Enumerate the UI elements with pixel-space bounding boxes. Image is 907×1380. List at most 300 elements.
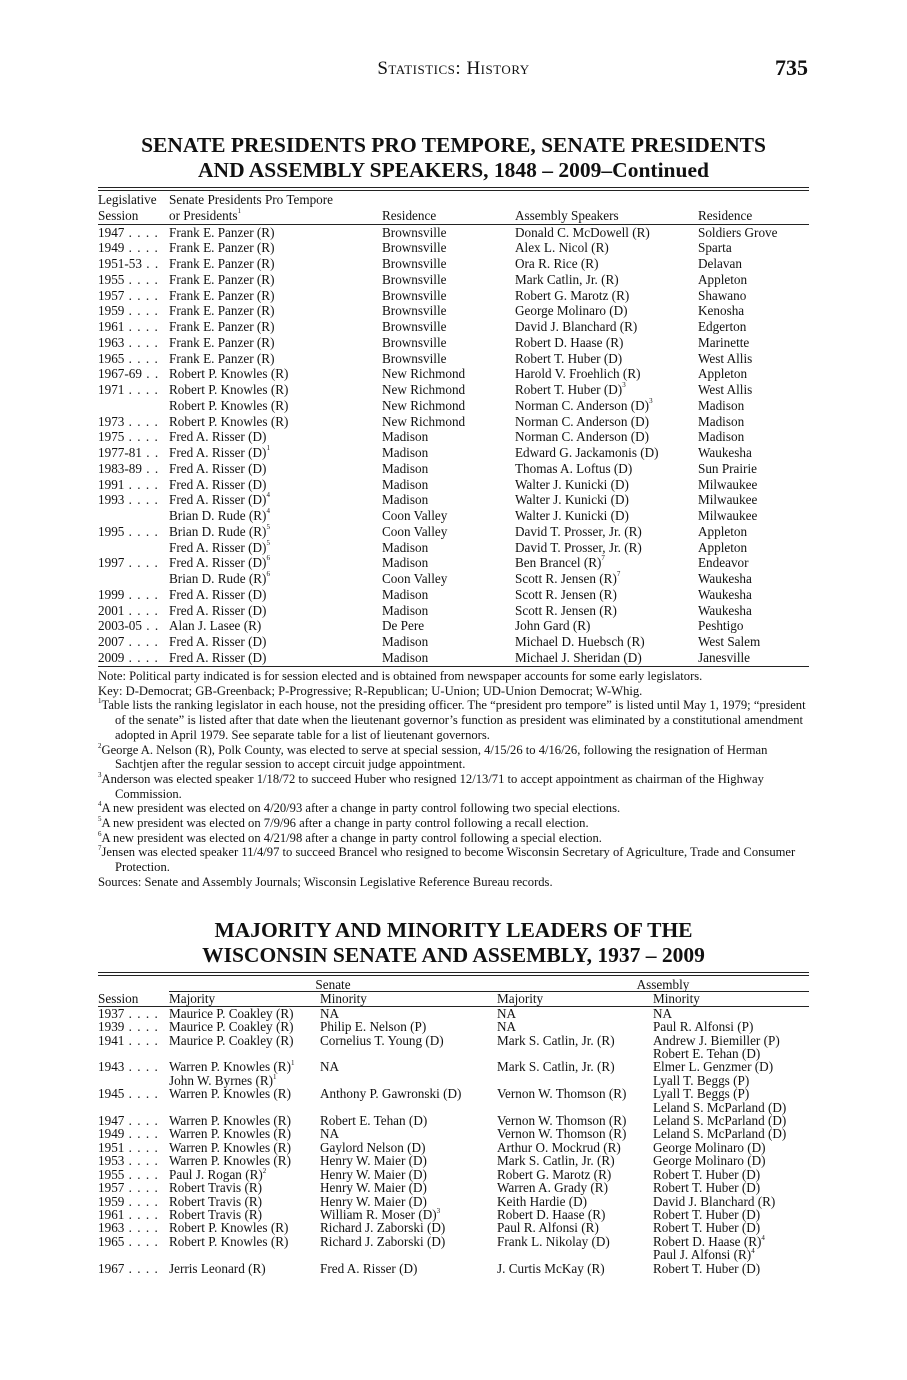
residence-cell: De Pere: [382, 618, 425, 634]
speaker-cell: Walter J. Kunicki (D): [515, 492, 629, 508]
session-cell: 1941 . . . .: [98, 1032, 159, 1048]
senate-minority-cell: [320, 1101, 497, 1114]
header-senate-group: Senate: [169, 978, 497, 992]
residence-cell: Brownsville: [382, 271, 447, 287]
table-row: [98, 1087, 809, 1100]
senate-minority-cell: Richard J. Zaborski (D): [320, 1233, 446, 1249]
senate-minority-cell: NA: [320, 1126, 340, 1142]
speaker-residence-cell: Appleton: [698, 539, 748, 555]
president-cell: Fred A. Risser (D): [169, 602, 267, 618]
president-cell: Robert P. Knowles (R): [169, 382, 289, 397]
speaker-residence-cell: Shawano: [698, 287, 747, 303]
president-cell: Fred A. Risser (D): [169, 429, 267, 445]
assembly-majority-cell: [497, 1248, 653, 1261]
residence-cell: Madison: [382, 649, 429, 665]
speaker-cell: Robert D. Haase (R): [515, 334, 624, 350]
senate-majority-cell: Maurice P. Coakley (R): [169, 1019, 294, 1035]
table-row: [98, 351, 809, 367]
session-cell: 1943 . . . .: [98, 1059, 159, 1075]
speaker-cell: David T. Prosser, Jr. (R): [515, 539, 642, 555]
speaker-cell: Edward G. Jackamonis (D): [515, 445, 659, 460]
assembly-minority-cell: George Molinaro (D): [653, 1153, 766, 1169]
table2-header-row-1: [98, 978, 809, 992]
header-assembly-group: Assembly: [497, 978, 809, 992]
assembly-majority-cell: [497, 1074, 653, 1087]
speaker-residence-cell: Madison: [698, 397, 745, 413]
session-cell: [98, 1101, 169, 1114]
session-cell: 1955 . . . .: [98, 1166, 159, 1182]
residence-cell: Madison: [382, 586, 429, 602]
senate-majority-cell: Warren P. Knowles $(R)^1$: [169, 1059, 295, 1075]
speaker-residence-cell: Milwaukee: [698, 476, 758, 492]
table-row: [98, 461, 809, 477]
president-cell: Fred A. Risser (D): [169, 460, 267, 476]
residence-cell: Coon Valley: [382, 523, 448, 539]
header-assembly-minority: Minority: [653, 991, 700, 1007]
table-row: [98, 1141, 809, 1154]
assembly-minority-cell: David J. Blanchard (R): [653, 1193, 776, 1209]
session-cell: 1999 . . . .: [98, 586, 159, 602]
senate-majority-cell: Jerris Leonard (R): [169, 1260, 266, 1276]
session-cell: 1977-81 . .: [98, 445, 160, 460]
senate-majority-cell: Warren P. Knowles (R): [169, 1126, 291, 1142]
session-cell: 2007 . . . .: [98, 634, 159, 649]
session-cell: 1961 . . . .: [98, 319, 159, 334]
speaker-residence-cell: Appleton: [698, 366, 748, 382]
table-row: [98, 634, 809, 650]
table-row: [98, 303, 809, 319]
residence-cell: Coon Valley: [382, 508, 448, 523]
table2-title-line2: WISCONSIN SENATE AND ASSEMBLY, 1937 – 2009: [202, 943, 705, 967]
assembly-minority-cell: Robert T. Huber (D): [653, 1166, 761, 1182]
table-row: [98, 571, 809, 587]
table-row: [98, 603, 809, 619]
senate-minority-cell: [320, 1047, 497, 1060]
speaker-cell: Robert G. Marotz (R): [515, 287, 630, 303]
session-cell: 1953 . . . .: [98, 1153, 159, 1169]
session-cell: 1991 . . . .: [98, 476, 159, 492]
table-row: [98, 1181, 809, 1194]
session-cell: 1961 . . . .: [98, 1206, 159, 1222]
residence-cell: Brownsville: [382, 224, 447, 240]
table2-body: [98, 1006, 809, 1275]
residence-cell: Brownsville: [382, 256, 447, 271]
table1-title-line1: SENATE PRESIDENTS PRO TEMPORE, SENATE PRESIDENTS: [141, 133, 766, 157]
senate-majority-cell: Robert Travis (R): [169, 1180, 263, 1196]
senate-majority-cell: Robert P. Knowles (R): [169, 1220, 289, 1236]
table-row: [98, 382, 809, 398]
assembly-minority-cell: Lyall T. Beggs (P): [653, 1086, 750, 1102]
residence-cell: Madison: [382, 429, 429, 445]
speaker-cell: Ora R. Rice (R): [515, 256, 599, 271]
table-row: [98, 618, 809, 634]
speaker-cell: Thomas A. Loftus (D): [515, 460, 633, 476]
assembly-minority-cell: NA: [653, 1005, 673, 1021]
speaker-residence-cell: Appleton: [698, 523, 748, 539]
session-cell: 2001 . . . .: [98, 602, 159, 618]
assembly-minority-cell: Robert D. Haase $(R)^4$: [653, 1233, 765, 1249]
session-cell: 1959 . . . .: [98, 303, 159, 319]
residence-cell: Brownsville: [382, 334, 447, 350]
table-row: [98, 492, 809, 508]
session-cell: [98, 508, 169, 524]
footnote-2: $^2$George A. Nelson (R), Polk County, was elected to serve at special session, 4/15/26 to 4/16/26, following the resignation of Herman Sachtjen after the regular session to accept circuit judge appointment.: [98, 741, 768, 772]
table1-bottom-rule: [98, 666, 809, 667]
assembly-majority-cell: Mark S. Catlin, Jr. (R): [497, 1032, 615, 1048]
table-row: [98, 1127, 809, 1140]
speaker-cell: David T. Prosser, Jr. (R): [515, 523, 642, 539]
senate-minority-cell: Henry W. Maier (D): [320, 1193, 427, 1209]
table-row: [98, 650, 809, 666]
assembly-majority-cell: J. Curtis McKay (R): [497, 1260, 605, 1276]
speaker-residence-cell: Waukesha: [698, 602, 752, 618]
speaker-residence-cell: West Allis: [698, 350, 753, 366]
president-cell: Frank E. Panzer (R): [169, 287, 275, 303]
session-cell: 1963 . . . .: [98, 1220, 159, 1236]
speaker-cell: Walter J. Kunicki (D): [515, 508, 629, 523]
table-row: [98, 366, 809, 382]
table-row: [98, 1262, 809, 1275]
senate-minority-cell: [320, 1074, 497, 1087]
session-cell: 1995 . . . .: [98, 523, 159, 539]
session-cell: 1967 . . . .: [98, 1260, 159, 1276]
session-cell: 1971 . . . .: [98, 382, 159, 397]
assembly-majority-cell: Vernon W. Thomson (R): [497, 1113, 627, 1129]
session-cell: 1937 . . . .: [98, 1005, 159, 1021]
assembly-majority-cell: Mark S. Catlin, Jr. (R): [497, 1059, 615, 1075]
speaker-residence-cell: Waukesha: [698, 445, 752, 460]
session-cell: 1975 . . . .: [98, 429, 159, 445]
header-residence: Residence: [382, 207, 437, 223]
header-residence-2: Residence: [698, 207, 753, 223]
speaker-residence-cell: Waukesha: [698, 571, 752, 586]
senate-majority-cell: Warren P. Knowles (R): [169, 1086, 291, 1102]
residence-cell: Madison: [382, 555, 429, 571]
speaker-residence-cell: West Allis: [698, 382, 753, 397]
assembly-minority-cell: Elmer L. Genzmer (D): [653, 1059, 774, 1075]
speaker-residence-cell: Peshtigo: [698, 618, 744, 634]
speaker-residence-cell: Appleton: [698, 271, 748, 287]
assembly-minority-cell: Robert E. Tehan (D): [653, 1046, 761, 1062]
footnote-4: $^4$A new president was elected on 4/20/93 after a change in party control following two special elections.: [98, 800, 621, 816]
residence-cell: Brownsville: [382, 350, 447, 366]
senate-majority-cell: Robert Travis (R): [169, 1206, 263, 1222]
table-row: [98, 587, 809, 603]
session-cell: 1949 . . . .: [98, 240, 159, 256]
session-cell: 1993 . . . .: [98, 492, 159, 508]
table1-title-line2: AND ASSEMBLY SPEAKERS, 1848 – 2009–Continued: [198, 158, 709, 182]
president-cell: Alan J. Lasee (R): [169, 618, 262, 634]
table2-header-row-2: [98, 992, 809, 1006]
speaker-cell: Ben Brancel $(R)^7$: [515, 554, 605, 571]
speaker-cell: David J. Blanchard (R): [515, 319, 638, 334]
president-cell: Fred A. Risser (D): [169, 586, 267, 602]
assembly-minority-cell: Robert T. Huber (D): [653, 1260, 761, 1276]
residence-cell: Madison: [382, 460, 429, 476]
residence-cell: New Richmond: [382, 413, 466, 429]
table-row: [98, 1006, 809, 1020]
table-row: [98, 272, 809, 288]
page-number: 735: [775, 55, 808, 80]
assembly-majority-cell: Robert G. Marotz (R): [497, 1166, 612, 1182]
senate-minority-cell: Henry W. Maier (D): [320, 1166, 427, 1182]
table-row: [98, 1074, 809, 1087]
header-session-1: Legislative: [98, 192, 157, 207]
senate-minority-cell: Anthony P. Gawronski (D): [320, 1086, 462, 1102]
leaders-table: [98, 978, 809, 1275]
speaker-cell: Michael J. Sheridan (D): [515, 649, 642, 665]
table1-notes: [98, 669, 809, 890]
note-line: Note: Political party indicated is for session elected and is obtained from newspaper accounts for some early legislators.: [98, 669, 703, 683]
senate-majority-cell: [169, 1101, 320, 1114]
table-row: [98, 1034, 809, 1047]
president-cell: Frank E. Panzer (R): [169, 334, 275, 350]
page-header: [0, 55, 907, 83]
senate-majority-cell: John W. Byrnes $(R)^1$: [169, 1072, 277, 1088]
speaker-residence-cell: West Salem: [698, 634, 761, 649]
senate-minority-cell: Gaylord Nelson (D): [320, 1139, 426, 1155]
assembly-majority-cell: Arthur O. Mockrud (R): [497, 1139, 621, 1155]
senate-minority-cell: Richard J. Zaborski (D): [320, 1220, 446, 1236]
president-cell: Fred A. Risser (D): [169, 634, 267, 649]
table-row: [98, 445, 809, 461]
residence-cell: Coon Valley: [382, 571, 448, 586]
residence-cell: Brownsville: [382, 303, 447, 319]
session-cell: [98, 1047, 169, 1060]
header-session-2: Session: [98, 207, 139, 223]
president-cell: Brian D. Rude $(R)^4$: [169, 507, 270, 523]
header-speakers: Assembly Speakers: [515, 207, 619, 223]
table-row: [98, 398, 809, 414]
speaker-cell: Donald C. McDowell (R): [515, 224, 650, 240]
table-row: [98, 1047, 809, 1060]
speaker-residence-cell: Soldiers Grove: [698, 224, 778, 240]
table-row: [98, 319, 809, 335]
table-row: [98, 1195, 809, 1208]
session-cell: [98, 398, 169, 414]
speaker-cell: John Gard (R): [515, 618, 591, 634]
president-cell: Fred A. Risser $(D)^4$: [169, 491, 270, 508]
senate-minority-cell: NA: [320, 1005, 340, 1021]
table-row: [98, 1020, 809, 1033]
footnote-5: $^5$A new president was elected on 7/9/96 after a change in party control following a recall election.: [98, 815, 589, 831]
senate-minority-cell: NA: [320, 1059, 340, 1075]
table-row: [98, 1114, 809, 1127]
senate-minority-cell: Henry W. Maier (D): [320, 1153, 427, 1169]
president-cell: Fred A. Risser (D): [169, 649, 267, 665]
table-row: [98, 335, 809, 351]
session-cell: 1951-53 . .: [98, 256, 160, 271]
assembly-majority-cell: Frank L. Nikolay (D): [497, 1233, 610, 1249]
speaker-residence-cell: Waukesha: [698, 586, 752, 602]
speaker-residence-cell: Kenosha: [698, 303, 745, 319]
table-row: [98, 240, 809, 256]
table-row: [98, 224, 809, 240]
speaker-cell: Michael D. Huebsch (R): [515, 634, 645, 649]
speaker-residence-cell: Endeavor: [698, 555, 749, 571]
session-cell: 1939 . . . .: [98, 1019, 159, 1035]
assembly-majority-cell: Keith Hardie (D): [497, 1193, 588, 1209]
header-senate-majority: Majority: [169, 991, 216, 1007]
residence-cell: New Richmond: [382, 397, 466, 413]
residence-cell: Madison: [382, 539, 429, 555]
senate-majority-cell: [169, 1248, 320, 1261]
speaker-cell: Mark Catlin, Jr. (R): [515, 271, 619, 287]
speaker-cell: Norman C. Anderson (D): [515, 413, 650, 429]
speaker-residence-cell: Madison: [698, 413, 745, 429]
session-cell: 1959 . . . .: [98, 1193, 159, 1209]
table1-top-rule-2: [98, 190, 809, 191]
assembly-minority-cell: Robert T. Huber (D): [653, 1220, 761, 1236]
residence-cell: Madison: [382, 445, 429, 460]
header-senate-1: Senate Presidents Pro Tempore: [169, 192, 334, 207]
speaker-residence-cell: Milwaukee: [698, 508, 758, 523]
residence-cell: New Richmond: [382, 366, 466, 382]
table1-header-row-2: [98, 208, 809, 224]
footnote-3: $^3$Anderson was elected speaker 1/18/72 to succeed Huber who resigned 12/13/71 to accept appointment as chairman of the Highway Commission.: [98, 770, 764, 801]
speaker-cell: George Molinaro (D): [515, 303, 628, 319]
assembly-minority-cell: Andrew J. Biemiller (P): [653, 1032, 780, 1048]
president-cell: Robert P. Knowles (R): [169, 397, 289, 413]
session-cell: [98, 571, 169, 587]
assembly-majority-cell: Paul R. Alfonsi (R): [497, 1220, 599, 1236]
session-cell: [98, 1074, 169, 1087]
speaker-residence-cell: Milwaukee: [698, 492, 758, 508]
footnote-1: $^1$Table lists the ranking legislator in each house, not the presiding officer. The “president pro tempore” is listed until May 1, 1979; “president of the senate” is listed after that date when the lieutenant governor’s function as president was eliminated by a constitutional amendment adopted in April 1979. See separate table for a list of lieutenant governors.: [98, 697, 806, 742]
session-cell: 1957 . . . .: [98, 287, 159, 303]
residence-cell: Madison: [382, 476, 429, 492]
assembly-minority-cell: Leland S. McParland (D): [653, 1113, 787, 1129]
residence-cell: Madison: [382, 492, 429, 508]
assembly-majority-cell: NA: [497, 1019, 517, 1035]
assembly-majority-cell: Vernon W. Thomson (R): [497, 1126, 627, 1142]
president-cell: Brian D. Rude $(R)^6$: [169, 570, 270, 586]
table-row: [98, 555, 809, 571]
header-session: Session: [98, 990, 139, 1006]
session-cell: 1955 . . . .: [98, 271, 159, 287]
speaker-cell: Norman C. Anderson (D): [515, 429, 650, 445]
speaker-residence-cell: Delavan: [698, 256, 742, 271]
speaker-cell: Scott R. Jensen $(R)^7$: [515, 570, 621, 586]
senate-minority-cell: Robert E. Tehan (D): [320, 1113, 428, 1129]
table-row: [98, 1221, 809, 1234]
header-assembly-majority: Majority: [497, 991, 544, 1007]
president-cell: Robert P. Knowles (R): [169, 413, 289, 429]
table-row: [98, 1060, 809, 1073]
table-row: [98, 524, 809, 540]
table-row: [98, 414, 809, 430]
speaker-cell: Scott R. Jensen (R): [515, 602, 617, 618]
header-senate-minority: Minority: [320, 991, 367, 1007]
assembly-majority-cell: [497, 1101, 653, 1114]
assembly-majority-cell: Mark S. Catlin, Jr. (R): [497, 1153, 615, 1169]
session-cell: 1949 . . . .: [98, 1126, 159, 1142]
running-head: Statistics: History: [377, 58, 530, 79]
assembly-minority-cell: Robert T. Huber (D): [653, 1180, 761, 1196]
table-row: [98, 540, 809, 556]
speaker-residence-cell: Janesville: [698, 649, 751, 665]
senate-majority-cell: Robert P. Knowles (R): [169, 1233, 289, 1249]
speaker-cell: Walter J. Kunicki (D): [515, 476, 629, 492]
senate-majority-cell: Maurice P. Coakley (R): [169, 1032, 294, 1048]
residence-cell: Brownsville: [382, 287, 447, 303]
speaker-residence-cell: Marinette: [698, 334, 750, 350]
speaker-cell: Robert T. Huber (D): [515, 350, 623, 366]
speaker-cell: Norman C. Anderson $(D)^3$: [515, 396, 653, 413]
assembly-minority-cell: Paul J. Alfonsi $(R)^4$: [653, 1247, 755, 1263]
senate-minority-cell: William R. Moser $(D)^3$: [320, 1206, 441, 1222]
table2-top-rule: [98, 972, 809, 973]
residence-cell: Madison: [382, 602, 429, 618]
speaker-residence-cell: Sparta: [698, 240, 732, 256]
table1-header-row-1: [98, 192, 809, 208]
footnote-7: $^7$Jensen was elected speaker 11/4/97 to succeed Brancel who resigned to become Wisconsin Secretary of Agriculture, Trade and Consumer Protection.: [98, 844, 796, 875]
speaker-cell: Alex L. Nicol (R): [515, 240, 609, 256]
table-row: [98, 508, 809, 524]
session-cell: [98, 540, 169, 556]
table-row: [98, 256, 809, 272]
speaker-residence-cell: Sun Prairie: [698, 460, 757, 476]
table-row: [98, 1168, 809, 1181]
table2-title-line1: MAJORITY AND MINORITY LEADERS OF THE: [214, 918, 693, 942]
speaker-cell: Robert T. Huber $(D)^3$: [515, 381, 626, 397]
president-cell: Frank E. Panzer (R): [169, 240, 275, 256]
senate-minority-cell: [320, 1248, 497, 1261]
session-cell: 1945 . . . .: [98, 1086, 159, 1102]
table1-title: [0, 133, 907, 183]
session-cell: 1957 . . . .: [98, 1180, 159, 1196]
senate-majority-cell: Warren P. Knowles (R): [169, 1113, 291, 1129]
footnote-6: $^6$A new president was elected on 4/21/98 after a change in party control following a special election.: [98, 829, 602, 845]
senate-minority-cell: Henry W. Maier (D): [320, 1180, 427, 1196]
senate-majority-cell: Warren P. Knowles (R): [169, 1153, 291, 1169]
session-cell: 2009 . . . .: [98, 649, 159, 665]
residence-cell: New Richmond: [382, 382, 466, 397]
session-cell: 1965 . . . .: [98, 1233, 159, 1249]
table-row: [98, 1101, 809, 1114]
senate-majority-cell: [169, 1047, 320, 1060]
assembly-majority-cell: NA: [497, 1005, 517, 1021]
sources-line: Sources: Senate and Assembly Journals; Wisconsin Legislative Reference Bureau records.: [98, 874, 553, 889]
session-cell: [98, 1248, 169, 1261]
president-cell: Frank E. Panzer (R): [169, 271, 275, 287]
assembly-minority-cell: Lyall T. Beggs (P): [653, 1072, 750, 1088]
table-row: [98, 429, 809, 445]
session-cell: 1947 . . . .: [98, 1113, 159, 1129]
speaker-residence-cell: Edgerton: [698, 319, 747, 334]
session-cell: 1965 . . . .: [98, 350, 159, 366]
table2-title: [0, 918, 907, 968]
senate-majority-cell: Warren P. Knowles (R): [169, 1139, 291, 1155]
president-cell: Fred A. Risser (D): [169, 476, 267, 492]
assembly-minority-cell: Leland S. McParland (D): [653, 1126, 787, 1142]
speaker-cell: Harold V. Froehlich (R): [515, 366, 641, 382]
senate-majority-cell: Maurice P. Coakley (R): [169, 1005, 294, 1021]
table1-top-rule: [98, 187, 809, 188]
table-row: [98, 1154, 809, 1167]
assembly-majority-cell: Warren A. Grady (R): [497, 1180, 608, 1196]
president-cell: Robert P. Knowles (R): [169, 366, 289, 382]
presidents-speakers-table: [98, 192, 809, 666]
session-cell: 1983-89 . .: [98, 460, 160, 476]
senate-majority-cell: Robert Travis (R): [169, 1193, 263, 1209]
table-row: [98, 1208, 809, 1221]
assembly-majority-cell: [497, 1047, 653, 1060]
table-row: [98, 477, 809, 493]
assembly-minority-cell: Paul R. Alfonsi (P): [653, 1019, 754, 1035]
president-cell: Frank E. Panzer (R): [169, 256, 275, 271]
session-cell: 1947 . . . .: [98, 224, 159, 240]
